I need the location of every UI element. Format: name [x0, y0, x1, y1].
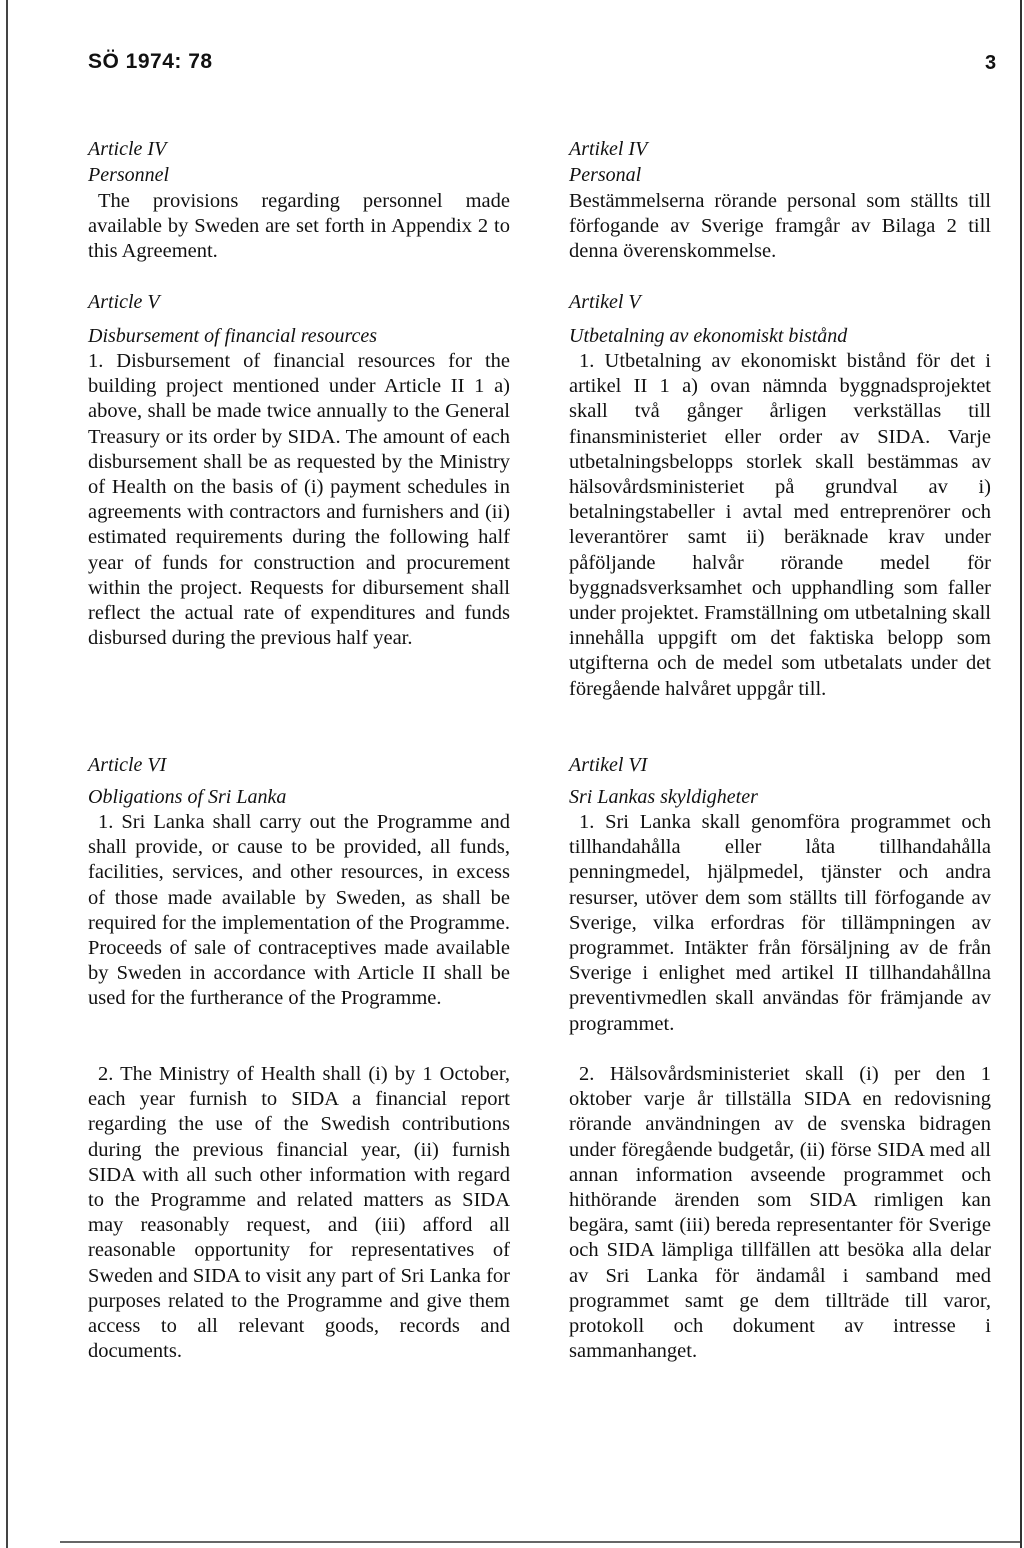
artikel-vi-paragraph-2: 2. Hälsovårdsministeriet skall (i) per den 1 oktober varje år tillställa SIDA en redovisning rörande användningen av de svenska bidragen under föregående budgetår, (ii) förse SIDA med all annan information avseende programmet och hithörande ärenden som SIDA rimligen kan begära, samt (iii) bereda representanter för Sverige och SIDA lämpliga tillfällen att besöka alla delar av Sri Lanka för ändamål i samband med programmet samt ge dem tillträde till varor, protokoll och dokument av intresse i sammanhanget.: [569, 1063, 991, 1363]
article-v-title: Article V: [88, 291, 160, 313]
page-number: 3: [985, 52, 997, 74]
artikel-vi-subtitle: Sri Lankas skyldigheter: [569, 786, 758, 808]
artikel-iv-paragraph-1: Bestämmelserna rörande personal som ställts till förfogande av Sverige framgår av Bilaga 2 till denna överenskommelse.: [569, 190, 991, 263]
artikel-iv-subtitle: Personal: [569, 164, 642, 186]
article-v-subtitle: Disbursement of financial resources: [88, 325, 378, 347]
artikel-vi-paragraph-1: 1. Sri Lanka skall genomföra programmet och tillhandahålla eller låta tillhandahålla penningmedel, hjälpmedel, tjänster och andra resurser, utöver dem som ställts till förfogande av Sverige, vilka erfordras för tillämpningen av programmet. Intäkter från försäljning av de från Sverige i enlighet med artikel II tillhandahållna preventivmedlen skall användas för främjande av programmet.: [569, 811, 991, 1035]
artikel-v-title: Artikel V: [569, 291, 641, 313]
article-vi-title: Article VI: [88, 754, 167, 776]
artikel-iv-title: Artikel IV: [569, 138, 648, 160]
article-v-paragraph-1: 1. Disbursement of financial resources for the building project mentioned under Article II 1 a) above, shall be made twice annually to the General Treasury or its order by SIDA. The amount of each disbursement shall be as requested by the Ministry of Health on the basis of (i) payment schedules in agreements with contractors and furnishers and (ii) estimated requirements during the following half year of funds for construction and procurement within the project. Requests for dibursement shall reflect the actual rate of expenditures and funds disbursed during the previous half year.: [88, 350, 510, 650]
article-iv-title: Article IV: [88, 138, 167, 160]
article-iv-subtitle: Personnel: [88, 164, 170, 186]
artikel-v-subtitle: Utbetalning av ekonomiskt bistånd: [569, 325, 848, 347]
page-border-left: [6, 0, 8, 1548]
artikel-vi-title: Artikel VI: [569, 754, 648, 776]
article-iv-paragraph-1: The provisions regarding personnel made available by Sweden are set forth in Appendix 2 to this Agreement.: [88, 190, 510, 263]
article-vi-paragraph-2: 2. The Ministry of Health shall (i) by 1 October, each year furnish to SIDA a financial report regarding the use of the Swedish contributions during the previous financial year, (ii) furnish SIDA with all such other information with regard to the Programme and related matters as SIDA may reasonably request, and (iii) afford all reasonable opportunity for representatives of Sweden and SIDA to visit any part of Sri Lanka for purposes related to the Programme and give them access to all relevant goods, records and documents.: [88, 1063, 510, 1363]
bottom-rule: [60, 1541, 1020, 1543]
page-border-right: [1020, 0, 1022, 1548]
article-vi-paragraph-1: 1. Sri Lanka shall carry out the Programme and shall provide, or cause to be provided, all funds, facilities, services, and other resources, in excess of those made available by Sweden, as shall be required for the implementation of the Programme. Proceeds of sale of contraceptives made available by Sweden in accordance with Article II shall be used for the furtherance of the Programme.: [88, 811, 510, 1010]
document-reference: SÖ 1974: 78: [88, 50, 213, 73]
article-vi-subtitle: Obligations of Sri Lanka: [88, 786, 287, 808]
artikel-v-paragraph-1: 1. Utbetalning av ekonomiskt bistånd för det i artikel II 1 a) ovan nämnda byggnadsprojektet skall två gånger årligen verkställas till finansministeriet eller order av SIDA. Varje utbetalningsbelopps storlek skall bestämmas av hälsovårdsministeriet på grundval av i) betalningstabeller i avtal med entreprenörer och leverantörer samt ii) beräknade krav under påföljande halvår rörande medel för byggnadsverksamhet och upphandling som faller under projektet. Framställning om utbetalning skall innehålla uppgift om det faktiska belopp som utgifterna och de medel som utbetalats under det föregående halvåret uppgår till.: [569, 350, 991, 700]
